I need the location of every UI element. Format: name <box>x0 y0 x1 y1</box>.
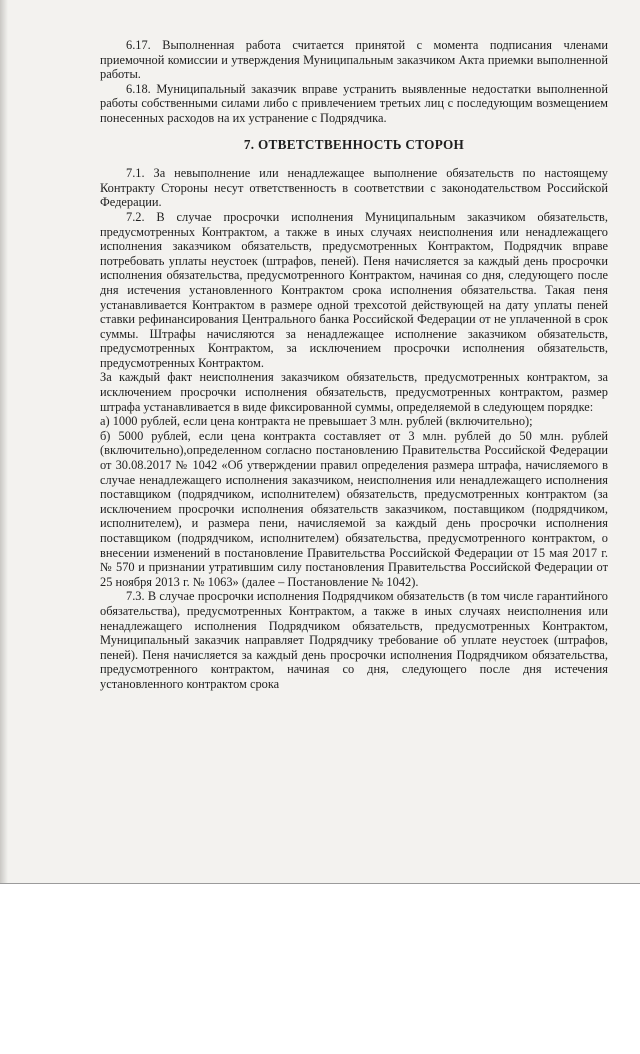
paragraph-6-17: 6.17. Выполненная работа считается принятой с момента подписания членами приемочной комиссии и утверждения Муниципальным заказчиком Акта приемки выполненной работы. <box>100 38 608 82</box>
paragraph-6-18: 6.18. Муниципальный заказчик вправе устранить выявленные недостатки выполненной работы собственными силами либо с привлечением третьих лиц с последующим возмещением понесенных расходов на их устранение с Подрядчика. <box>100 81 608 125</box>
scan-edge-shadow <box>0 0 8 884</box>
document-body <box>100 38 608 692</box>
section-title: 7. ОТВЕТСТВЕННОСТЬ СТОРОН <box>243 136 465 152</box>
paragraph-7-1: 7.1. За невыполнение или ненадлежащее выполнение обязательств по настоящему Контракту Стороны несут ответственность в соответствии с законодательством Российской Федерации. <box>100 166 608 210</box>
list-item-a: а) 1000 рублей, если цена контракта не превышает 3 млн. рублей (включительно); <box>100 414 533 429</box>
list-item-b: б) 5000 рублей, если цена контракта составляет от 3 млн. рублей до 50 млн. рублей (включительно),определенном согласно постановлению Правительства Российской Федерации от 30.08.2017 № 1042 «Об утверждении правил определения размера штрафа, начисляемого в случае ненадлежащего исполнения заказчиком, неисполнения или ненадлежащего исполнения поставщиком (подрядчиком, исполнителем) обязательств, предусмотренных контрактом (за исключением просрочки исполнения обязательств заказчиком, поставщиком (подрядчиком, исполнителем), и размера пени, начисляемой за каждый день просрочки исполнения поставщиком (подрядчиком, исполнителем) обязательства, предусмотренного контрактом, о внесении изменений в постановление Правительства Российской Федерации от 15 мая 2017 г. № 570 и признании утратившим силу постановления Правительства Российской Федерации от 25 ноября 2013 г. № 1063» (далее – Постановление № 1042). <box>100 428 608 589</box>
paragraph-7-3: 7.3. В случае просрочки исполнения Подрядчиком обязательств (в том числе гарантийного обязательства), предусмотренных Контрактом, а также в иных случаях неисполнения или ненадлежащего исполнения Подрядчиком обязательств, предусмотренных Контрактом, Муниципальный заказчик направляет Подрядчику требование об уплате неустоек (штрафов, пеней). Пеня начисляется за каждый день просрочки исполнения Подрядчиком обязательства, предусмотренного контрактом, начиная со дня, следующего после дня истечения установленного контрактом срока <box>100 589 608 691</box>
paragraph-fine: За каждый факт неисполнения заказчиком обязательств, предусмотренных контрактом, за исключением просрочки исполнения обязательств, предусмотренных контрактом, размер штрафа устанавливается в виде фиксированной суммы, определяемой в следующем порядке: <box>100 370 608 414</box>
paragraph-7-2: 7.2. В случае просрочки исполнения Муниципальным заказчиком обязательств, предусмотренных Контрактом, а также в иных случаях неисполнения или ненадлежащего исполнения заказчиком обязательств, предусмотренных Контрактом, Подрядчик вправе потребовать уплаты неустоек (штрафов, пеней). Пеня начисляется за каждый день просрочки исполнения обязательства, предусмотренного Контрактом, начиная со дня, следующего после дня истечения установленного Контрактом срока исполнения обязательства. Такая пеня устанавливается Контрактом в размере одной трехсотой действующей на дату уплаты пеней ставки рефинансирования Центрального банка Российской Федерации от не уплаченной в срок суммы. Штрафы начисляются за ненадлежащее исполнение заказчиком обязательств, предусмотренных Контрактом, за исключением просрочки исполнения обязательств, предусмотренных Контрактом. <box>100 209 608 370</box>
